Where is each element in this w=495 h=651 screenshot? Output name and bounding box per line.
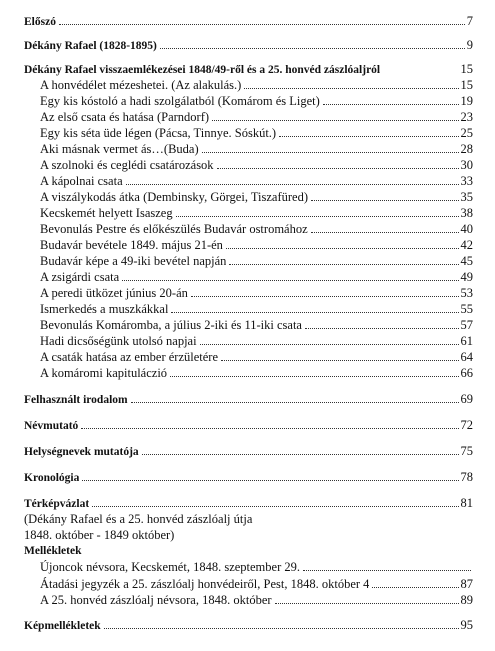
toc-entry-title: A kápolnai csata [40, 174, 123, 188]
toc-entry-title: Előszó [24, 16, 56, 28]
toc-entry[interactable] [40, 206, 473, 220]
toc-entry[interactable] [40, 158, 473, 172]
toc-entry[interactable] [24, 470, 473, 485]
toc-entry-title: Dékány Rafael visszaemlékezései 1848/49-ről és a 25. honvéd zászlóaljról [24, 64, 381, 76]
dot-leader [191, 296, 459, 297]
toc-entry[interactable] [24, 62, 473, 77]
toc-entry-page: 66 [460, 366, 473, 380]
toc-entry[interactable] [40, 334, 473, 348]
toc-entry-title: A viszálykodás átka (Dembinsky, Görgei, Tiszafüred) [40, 190, 309, 204]
toc-entry[interactable] [40, 78, 473, 92]
toc-entry-title: Kronológia [24, 472, 80, 484]
dot-leader [131, 402, 459, 403]
toc-entry[interactable] [40, 577, 473, 591]
dot-leader [171, 312, 458, 313]
toc-entry-page: 53 [460, 286, 473, 300]
dot-leader [212, 120, 458, 121]
appendix-heading: Mellékletek [24, 545, 82, 557]
toc-entry-title: Kecskemét helyett Isaszeg [40, 206, 173, 220]
toc-entry-page: 7 [466, 14, 473, 28]
dot-leader [160, 48, 465, 49]
toc-entry-page: 69 [460, 392, 473, 406]
toc-entry-title: A 25. honvéd zászlóalj névsora, 1848. október [40, 593, 272, 607]
toc-entry-page: 40 [460, 222, 473, 236]
toc-entry-page: 75 [460, 444, 473, 458]
toc-entry[interactable] [40, 174, 473, 188]
toc-entry-title: Felhasznált irodalom [24, 394, 128, 406]
toc-entry-title: Újoncok névsora, Kecskemét, 1848. szeptember 29. [40, 560, 300, 574]
toc-entry[interactable] [40, 142, 473, 156]
dot-leader [81, 428, 458, 429]
dot-leader [126, 184, 459, 185]
toc-entry-page: 38 [460, 206, 473, 220]
dot-leader [82, 480, 458, 481]
toc-entry[interactable] [24, 14, 473, 29]
toc-entry-title: A peredi ütközet június 20-án [40, 286, 188, 300]
toc-entry[interactable] [40, 560, 473, 574]
toc-entry-title: Átadási jegyzék a 25. zászlóalj honvédeiről, Pest, 1848. október 4 [40, 577, 370, 591]
dot-leader [372, 587, 458, 588]
toc-entry-title: Névmutató [24, 420, 79, 432]
toc-entry-page: 15 [460, 78, 473, 92]
toc-entry-title: Egy kis séta üde légen (Pácsa, Tinnye. Sóskút.) [40, 126, 277, 140]
dot-leader [275, 603, 459, 604]
toc-entry-title: A csaták hatása az ember érzületére [40, 350, 219, 364]
toc-entry[interactable] [40, 350, 473, 364]
dot-leader [142, 454, 459, 455]
toc-entry[interactable] [24, 418, 473, 433]
toc-entry-page: 55 [460, 302, 473, 316]
toc-entry[interactable] [24, 38, 473, 53]
map-note-line-2: 1848. október - 1849 október) [24, 528, 175, 542]
toc-entry[interactable] [40, 254, 473, 268]
dot-leader [226, 248, 459, 249]
dot-leader [170, 376, 458, 377]
toc-entry-title: Egy kis kóstoló a hadi szolgálatból (Komárom és Liget) [40, 94, 320, 108]
toc-entry[interactable] [40, 318, 473, 332]
dot-leader [217, 168, 459, 169]
toc-entry-title: Budavár képe a 49-iki bevétel napján [40, 254, 227, 268]
toc-entry-page: 87 [460, 577, 473, 591]
toc-entry-title: Képmellékletek [24, 620, 101, 632]
dot-leader [202, 152, 459, 153]
dot-leader [176, 216, 459, 217]
toc-entry[interactable] [40, 94, 473, 108]
dot-leader [279, 136, 458, 137]
map-note-line-1: (Dékány Rafael és a 25. honvéd zászlóalj útja [24, 512, 253, 526]
toc-entry-page: 42 [460, 238, 473, 252]
toc-entry[interactable] [24, 618, 473, 633]
dot-leader [59, 24, 465, 25]
toc-entry-title: A szolnoki és ceglédi csatározások [40, 158, 214, 172]
toc-entry-title: Dékány Rafael (1828-1895) [24, 40, 157, 52]
toc-entry-page: 30 [460, 158, 473, 172]
dot-leader [244, 88, 458, 89]
toc-entry-page: 81 [460, 496, 473, 510]
toc-entry-title: Ismerkedés a muszkákkal [40, 302, 169, 316]
dot-leader [323, 104, 459, 105]
toc-entry-title: A komáromi kapituláczió [40, 366, 168, 380]
toc-entry-title: Aki másnak vermet ás…(Buda) [40, 142, 199, 156]
dot-leader [200, 344, 459, 345]
toc-entry-page: 49 [460, 270, 473, 284]
toc-entry-page: 72 [460, 418, 473, 432]
dot-leader [104, 628, 459, 629]
dot-leader [229, 264, 458, 265]
toc-entry-page: 89 [460, 593, 473, 607]
toc-entry-page: 33 [460, 174, 473, 188]
toc-entry[interactable] [40, 302, 473, 316]
toc-entry[interactable] [24, 444, 473, 459]
dot-leader [221, 360, 458, 361]
toc-entry-page: 9 [466, 38, 473, 52]
toc-entry-page: 64 [460, 350, 473, 364]
toc-entry-page: 61 [460, 334, 473, 348]
toc-entry-page: 19 [460, 94, 473, 108]
toc-entry-page: 57 [460, 318, 473, 332]
toc-entry[interactable] [40, 270, 473, 284]
toc-entry-page: 95 [460, 618, 473, 632]
toc-entry-page: 45 [460, 254, 473, 268]
toc-entry[interactable] [40, 126, 473, 140]
toc-entry-page: 15 [460, 62, 473, 76]
toc-entry-title: Budavár bevétele 1849. május 21-én [40, 238, 223, 252]
toc-entry-page: 23 [460, 110, 473, 124]
dot-leader [311, 200, 458, 201]
toc-entry[interactable] [40, 286, 473, 300]
dot-leader [303, 570, 471, 571]
toc-entry[interactable] [40, 190, 473, 204]
dot-leader [122, 280, 458, 281]
toc-entry[interactable] [40, 238, 473, 252]
toc-entry[interactable] [24, 496, 473, 511]
toc-entry[interactable] [24, 392, 473, 407]
toc-entry-title: Hadi dicsőségünk utolsó napjai [40, 334, 197, 348]
toc-entry-title: A honvédélet mézeshetei. (Az alakulás.) [40, 78, 242, 92]
dot-leader [305, 328, 459, 329]
dot-leader [92, 506, 458, 507]
toc-entry-title: Bevonulás Komáromba, a július 2-iki és 11-iki csata [40, 318, 302, 332]
toc-entry-title: A zsigárdi csata [40, 270, 120, 284]
toc-entry-page: 35 [460, 190, 473, 204]
toc-entry-title: Helységnevek mutatója [24, 446, 139, 458]
toc-entry-page: 25 [460, 126, 473, 140]
toc-entry-title: Térképvázlat [24, 498, 90, 510]
toc-entry-title: Bevonulás Pestre és előkészülés Budavár ostromához [40, 222, 308, 236]
toc-entry[interactable] [40, 366, 473, 380]
dot-leader [311, 232, 459, 233]
toc-entry-title: Az első csata és hatása (Parndorf) [40, 110, 210, 124]
toc-entry-page: 28 [460, 142, 473, 156]
toc-entry[interactable] [40, 110, 473, 124]
toc-entry-page: 78 [460, 470, 473, 484]
toc-entry[interactable] [40, 593, 473, 607]
toc-entry[interactable] [40, 222, 473, 236]
